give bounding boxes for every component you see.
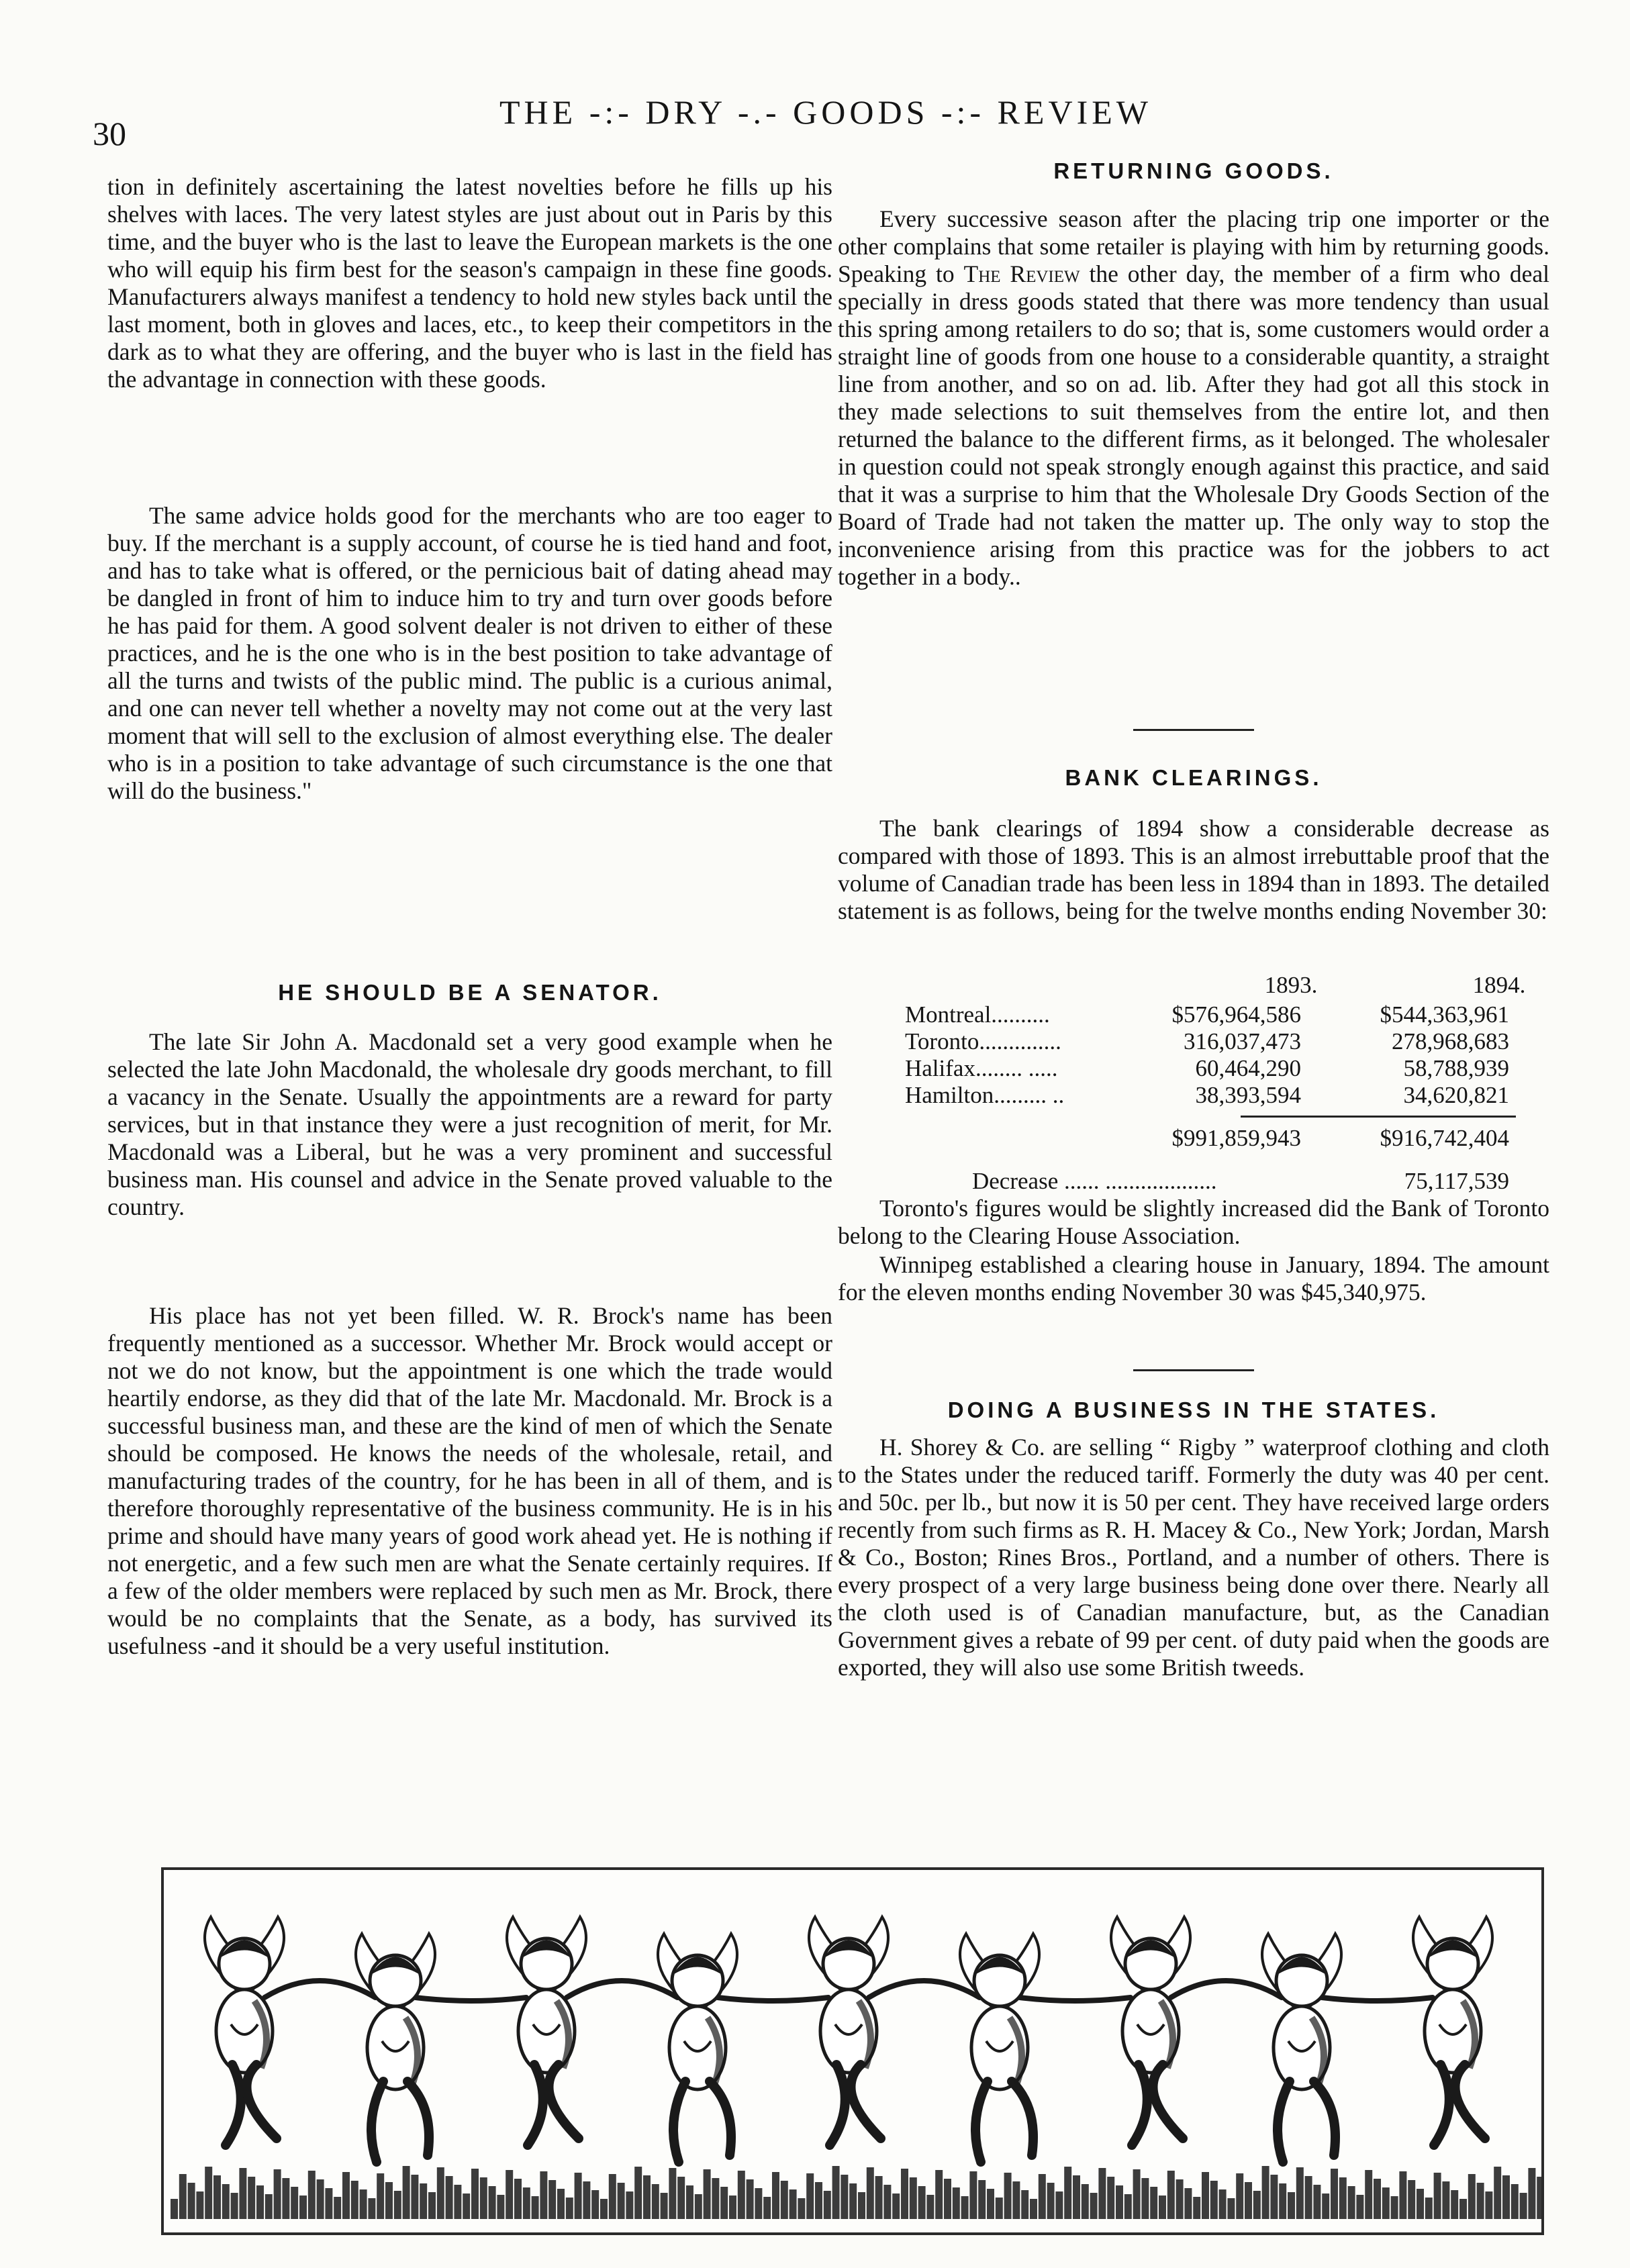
running-title: THE -:- DRY -.- GOODS -:- REVIEW [499,93,1152,131]
bank-paragraph: The bank clearings of 1894 show a considerable decrease as compared with those of 1893. This is an almost irrebuttable proof that the volume of Canadian trade has been less in 1894 than in 1893. The detailed statement is as follows, being for the twelve months ending November 30: [838,815,1549,924]
section-heading-senator: HE SHOULD BE A SENATOR. [278,980,662,1005]
table-year-header: 1894. [1472,972,1526,998]
table-row [905,1082,1523,1107]
section-divider [1133,1369,1254,1371]
table-year-header: 1893. [1264,972,1318,998]
cherub-figure [1111,1917,1190,2145]
total-1894: $916,742,404 [1380,1125,1509,1151]
business-paragraph: H. Shorey & Co. are selling “ Rigby ” waterproof clothing and cloth to the States under the reduced tariff. Formerly the duty was 40 per cent. and 50c. per lb., but now it is 50 per cent. They have received large orders recently from such firms as R. H. Macey & Co., New York; Jordan, Marsh & Co., Boston; Rines Bros., Portland, and a number of others. There is every prospect of a very large business being done over there. Nearly all the cloth used is of Canadian manufacture, but, as the Canadian Government gives a rebate of 99 per cent. of duty paid when the goods are exported, they will also use some British tweeds. [838,1434,1549,1681]
cherub-figure [1413,1917,1492,2145]
value-1894: 34,620,821 [1403,1082,1509,1108]
city-name: Hamilton......... .. [905,1082,1065,1108]
city-name: Montreal.......... [905,1001,1050,1028]
section-heading-bank: BANK CLEARINGS. [1065,765,1323,790]
city-name: Toronto.............. [905,1028,1061,1054]
value-1894: 58,788,939 [1403,1055,1509,1081]
section-divider [1133,729,1254,731]
continued-paragraph: The same advice holds good for the merchants who are too eager to buy. If the merchant is a supply account, of course he is tied hand and foot, and has to take what is offered, or the pernicious bait of dating ahead may be dangled in front of him to induce him to try and turn over goods before he has paid for them. A good solvent dealer is not driven to either of these practices, and he is the one who is in the best position to take advantage of all the turns and twists of the public mind. The public is a curious animal, and one can never tell whether a novelty may not come out at the very last moment that will sell to the exclusion of almost everything else. The dealer who is in a position to take advantage of such circumstance is the one that will do the business." [107,502,832,804]
value-1893: 316,037,473 [1184,1028,1301,1054]
cherub-figure [960,1934,1039,2162]
table-row [905,1055,1523,1081]
cherub-frieze-illustration [161,1867,1544,2235]
cherub-figure [356,1934,435,2162]
value-1893: $576,964,586 [1171,1001,1301,1028]
returning-text: Every successive season after the placing trip one importer or the other complains that some retailer is playing with him by returning goods. Speaking to [838,205,1549,287]
section-heading-business: DOING A BUSINESS IN THE STATES. [947,1397,1440,1422]
bank-paragraph: Toronto's figures would be slightly increased did the Bank of Toronto belong to the Clearing House Association. [838,1195,1549,1249]
cherub-figure [205,1917,284,2145]
table-row [905,1028,1523,1054]
value-1894: $544,363,961 [1380,1001,1509,1028]
value-1893: 60,464,290 [1195,1055,1301,1081]
senator-paragraph: The late Sir John A. Macdonald set a very good example when he selected the late John Macdonald, the wholesale dry goods merchant, to fill a vacancy in the Senate. Usually the appointments are a reward for party services, but in that instance they were a just recognition of merit, for Mr. Macdonald was a Liberal, but he was a very prominent and successful business man. His counsel and advice in the Senate proved valuable to the country. [107,1028,832,1220]
total-1893: $991,859,943 [1171,1125,1301,1151]
table-row [905,1001,1523,1027]
decrease-label: Decrease ...... ................... [972,1168,1217,1194]
table-total-row [905,1125,1523,1150]
section-heading-returning: RETURNING GOODS. [1053,158,1334,183]
page-number: 30 [93,115,126,152]
continued-paragraph: tion in definitely ascertaining the latest novelties before he fills up his shelves with laces. The very latest styles are just about out in Paris by this time, and the buyer who is the last to leave the European markets is the one who will equip his firm best for the season's campaign in these fine goods. Manufacturers always manifest a tendency to hold new styles back until the last moment, both in gloves and laces, etc., to keep their competitors in the dark as to what they are offering, and the buyer who is last in the field has the advantage in connection with these goods. [107,173,832,393]
decrease-value: 75,117,539 [1404,1168,1509,1194]
returning-text: the other day, the member of a firm who deal specially in dress goods stated that there was more tendency than usual this spring among retailers to do so; that is, some customers would order a straight line of goods from one house to a considerable quantity, a straight line from another, and so on ad. lib. After they had got all this stock in they made selections to suit themselves from the entire lot, and then returned the balance to the different firms, as it belonged. The wholesaler in question could not speak strongly enough against this practice, and said that it was a surprise to him that the Wholesale Dry Goods Section of the Board of Trade had not taken the matter up. The only way to stop the inconvenience arising from this practice was for the jobbers to act together in a body.. [838,260,1550,590]
cherub-figure [658,1934,737,2162]
cherub-figure [809,1917,888,2145]
city-name: Halifax........ ..... [905,1055,1058,1081]
bank-paragraph: Winnipeg established a clearing house in January, 1894. The amount for the eleven months ending November 30 was $45,340,975. [838,1251,1549,1305]
returning-paragraph [838,205,1549,591]
publication-name: The Review [963,260,1080,287]
cherub-frieze-drawing [164,1870,1541,2232]
value-1894: 278,968,683 [1392,1028,1509,1054]
senator-paragraph: His place has not yet been filled. W. R. Brock's name has been frequently mentioned as a successor. Whether Mr. Brock would accept or not we do not know, but the appointment is one which the trade would heartily endorse, as they did that of the late Mr. Macdonald. Mr. Brock is a successful business man, and these are the kind of men of which the Senate should be composed. He knows the needs of the wholesale, retail, and manufacturing trades of the country, for he has been in all of them, and is therefore thoroughly representative of the business community. He is in his prime and should have many years of good work ahead yet. He is nothing if not energetic, and a few such men are what the Senate certainly requires. If a few of the older members were replaced by such men as Mr. Brock, there would be no complaints that the Senate, as a body, has survived its usefulness -and it should be a very useful institution. [107,1302,832,1659]
value-1893: 38,393,594 [1195,1082,1301,1108]
cherub-figure [1262,1934,1341,2162]
table-rule [1241,1116,1516,1118]
cherub-figure [507,1917,586,2145]
table-decrease-row [905,1168,1523,1193]
